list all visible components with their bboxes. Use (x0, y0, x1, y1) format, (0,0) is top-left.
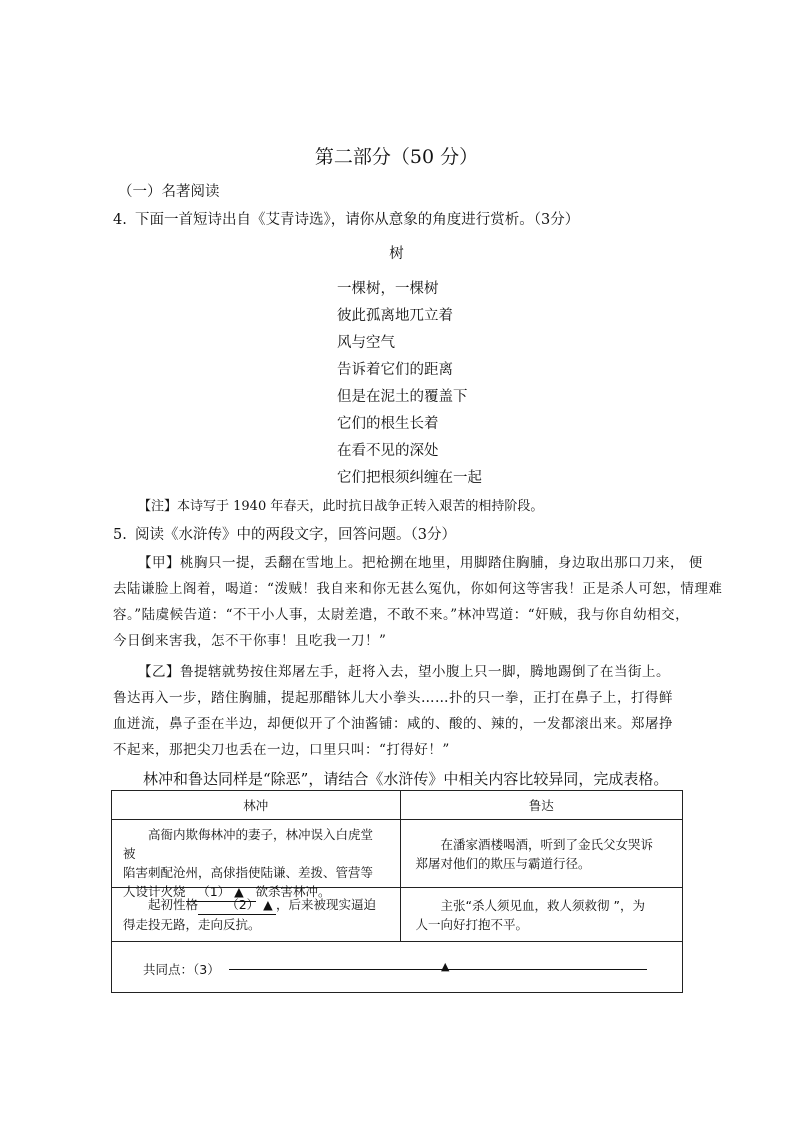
excerpt-yi-line: 血迸流，鼻子歪在半边，却便似开了个油酱铺：咸的、酸的、辣的，一发都滚出来。郑屠挣 (113, 716, 673, 732)
cell-text: 起初性格 (148, 897, 199, 912)
cell-text: 陷害刺配沧州，高俅指使陆谦、差拨、管营等 (123, 865, 374, 880)
poem-line: 彼此孤离地兀立着 (337, 308, 453, 324)
excerpt-yi-line: 不起来，那把尖刀也丢在一边，口里只叫：“打得好！” (113, 742, 450, 758)
section-heading: （一）名著阅读 (118, 184, 220, 200)
cell-luda-background (400, 820, 682, 888)
table-header-linchong: 林冲 (112, 791, 401, 820)
cell-text: 得走投无路，走向反抗。 (123, 917, 261, 932)
cell-linchong-background (112, 820, 401, 899)
table-header-luda: 鲁达 (400, 791, 682, 820)
question-5-text: 阅读《水浒传》中的两段文字，回答问题。（3分） (135, 527, 456, 543)
cell-luda-personality (400, 888, 682, 942)
poem-line: 它们把根须纠缠在一起 (337, 470, 482, 486)
poem-title: 树 (389, 246, 404, 262)
cell-text: 欲杀害林冲。 (255, 884, 331, 899)
question-4 (113, 208, 579, 229)
excerpt-yi-line: 鲁达再入一步，踏住胸脯，提起那醋钵儿大小拳头……扑的只一拳，正打在鼻子上，打得鲜 (113, 690, 673, 706)
cell-text: 在潘家酒楼喝酒，听到了金氏父女哭诉 (440, 836, 654, 852)
cell-text: 人一向好打抱不平。 (415, 916, 529, 932)
question-4-number: 4. (113, 212, 127, 228)
cell-text: ，后来被现实逼迫 (276, 897, 377, 912)
answer-blank-1[interactable]: （1） ▲ (186, 882, 256, 902)
comparison-table (111, 790, 683, 993)
poem-line: 但是在泥土的覆盖下 (337, 389, 468, 405)
answer-blank-3[interactable] (229, 969, 647, 970)
excerpt-jia-line: 容。”陆虞候告道：“不干小人事，太尉差遣，不敢不来。”林冲骂道：“奸贼，我与你自幼相交， (113, 607, 690, 623)
cell-text: 主张“杀人须见血，救人须救彻 ”，为 (440, 897, 645, 913)
poem-line: 告诉着它们的距离 (337, 362, 453, 378)
part-title: 第二部分（50 分） (314, 146, 479, 168)
cell-text: 郑屠对他们的欺压与霸道行径。 (415, 855, 591, 871)
excerpt-yi-line: 【乙】鲁提辖就势按住郑屠左手，赶将入去，望小腹上只一脚，腾地踢倒了在当街上。 (138, 664, 670, 680)
excerpt-jia-line: 【甲】桃胸只一提，丢翻在雪地上。把枪搠在地里，用脚踏住胸脯，身边取出那口刀来， 便 (138, 555, 703, 571)
poem-line: 一棵树，一棵树 (337, 281, 439, 297)
excerpt-jia-line: 今日倒来害我，怎不干你事！且吃我一刀！” (113, 633, 387, 649)
triangle-mark-icon: ▲ (441, 960, 450, 973)
table-task: 林冲和鲁达同样是“除恶”，请结合《水浒传》中相关内容比较异同，完成表格。 (143, 770, 669, 788)
poem-line: 它们的根生长着 (337, 416, 439, 432)
cell-text-line (123, 895, 389, 915)
poem-line: 风与空气 (337, 335, 395, 351)
excerpt-jia-line: 去陆谦脸上阁着，喝道：“泼贼！我自来和你无甚么冤仇，你如何这等害我！正是杀人可恕，情理难 (113, 581, 723, 597)
poem-note: 【注】本诗写于 1940 年春天，此时抗日战争正转入艰苦的相持阶段。 (138, 499, 544, 514)
cell-common-points (112, 942, 683, 993)
cell-text: 人设计火烧 (123, 884, 186, 899)
question-4-text: 下面一首短诗出自《艾青诗选》，请你从意象的角度进行赏析。（3分） (135, 212, 580, 228)
common-points-label: 共同点：（3） (143, 962, 220, 977)
poem-line: 在看不见的深处 (337, 443, 439, 459)
question-5-number: 5. (113, 527, 127, 543)
question-5 (113, 523, 456, 544)
answer-blank-2[interactable]: （2） ▲ (198, 895, 276, 915)
cell-linchong-personality (112, 888, 401, 942)
cell-text: 高衙内欺侮林冲的妻子，林冲误入白虎堂 被 (123, 827, 374, 861)
